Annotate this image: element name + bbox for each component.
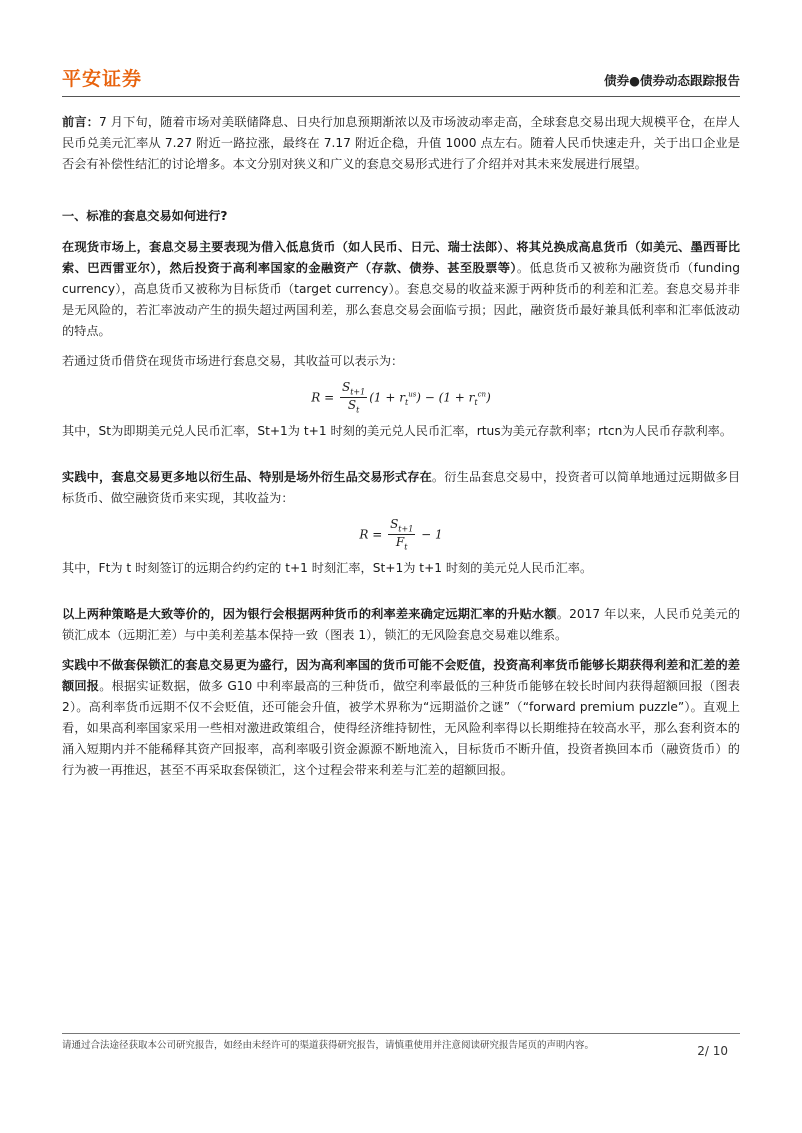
derivative-return-formula: R = $\frac{S_{t+1}}{F_t}$ − 1 xyxy=(359,516,443,552)
spot-market-key-point: 在现货市场上，套息交易主要表现为借入低息货币（如人民币、日元、瑞士法郎）、将其兑换成高息货币（如美元、墨西哥比索、巴西雷亚尔），然后投资于高利率国家的金融资产（存款、债券、甚至股票等） xyxy=(62,240,740,275)
company-logo: 平安证券 xyxy=(62,68,143,90)
preface-label: 前言： xyxy=(62,115,100,129)
unhedged-carry-key-point: 实践中不做套保锁汇的套息交易更为盛行，因为高利率国的货币可能不会贬值，投资高利率货币能够长期获得利差和汇差的差额回报 xyxy=(62,657,740,693)
spot-formula-explanation: 其中，St为即期美元兑人民币汇率，St+1为 t+1 时刻的美元兑人民币汇率，rtus为美元存款利率；rtcn为人民币存款利率。 xyxy=(62,423,733,438)
footer-divider xyxy=(62,1033,740,1034)
equivalence-text: 。2017 年以来，人民币兑美元的锁汇成本（远期汇差）与中美利差基本保持一致（图表 1），锁汇的无风险套息交易难以维系。 xyxy=(62,606,741,642)
derivative-formula-explanation: 其中，Ft为 t 时刻签订的远期合约约定的 t+1 时刻汇率，St+1为 t+1 时刻的美元兑人民币汇率。 xyxy=(62,560,593,575)
report-body xyxy=(62,112,740,790)
derivative-key-point: 实践中，套息交易更多地以衍生品、特别是场外衍生品交易形式存在 xyxy=(62,469,432,484)
report-category-title: 债券●债券动态跟踪报告 xyxy=(604,73,740,88)
page-number: 2/ 10 xyxy=(697,1044,728,1058)
equivalence-key-point: 以上两种策略是大致等价的，因为银行会根据两种货币的利率差来确定远期汇率的升贴水额 xyxy=(62,606,557,621)
derivative-text: 。衍生品套息交易中，投资者可以简单地通过远期做多目标货币、做空融资货币来实现，其收益为： xyxy=(62,469,741,505)
spot-market-text: 。低息货币又被称为融资货币（funding currency），高息货币又被称为目标货币（target currency）。套息交易的收益来源于两种货币的利差和汇差。套息交易并非是无风险的，若汇率波动产生的损失超过两国利差，那么套息交易会面临亏损；因此，融资货币最好兼具低利率和汇率低波动的特点。 xyxy=(62,261,740,338)
footer-disclaimer: 请通过合法途径获取本公司研究报告，如经由未经许可的渠道获得研究报告，请慎重使用并注意阅读研究报告尾页的声明内容。 xyxy=(62,1040,595,1051)
section-heading: 一、标准的套息交易如何进行? xyxy=(62,209,228,223)
spot-return-formula: R = $\frac{S_{t+1}}{S_t}$ $(1 + r_t^{us}) - (1 + r_t^{cn})$ xyxy=(311,380,491,415)
derivative-paragraph xyxy=(62,467,740,509)
spot-return-intro: 若通过货币借贷在现货市场进行套息交易，其收益可以表示为： xyxy=(62,354,404,368)
preface-text: 7 月下旬，随着市场对美联储降息、日央行加息预期渐浓以及市场波动率走高，全球套息交易出现大规模平仓，在岸人民币兑美元汇率从 7.27 附近一路拉涨，最终在 7.17 附近企稳，升值 1000 点左右。随着人民币快速走升，关于出口企业是否会有补偿性结汇的讨论增多。本文分别对狭义和广义的套息交易形式进行了介绍并对其未来发展进行展望。 xyxy=(62,115,740,171)
unhedged-carry-text: 。根据实证数据，做多 G10 中利率最高的三种货币，做空利率最低的三种货币能够在较长时间内获得超额回报（图表 2）。高利率货币远期不仅不会贬值，还可能会升值，被学术界称为“远期溢价之谜”（“forward premium puzzle”）。直观上看，如果高利率国家采用一些相对激进政策组合，使得经济维持韧性，无风险利率得以长期维持在较高水平，那么套利资本的涌入短期内并不能稀释其资产回报率，高利率吸引资金源源不断地流入，目标货币不断升值，投资者换回本币（融资货币）的行为被一再推迟，甚至不再采取套保锁汇，这个过程会带来利差与汇差的超额回报。 xyxy=(62,678,740,777)
spot-market-paragraph xyxy=(62,237,740,342)
preface-paragraph xyxy=(62,112,740,175)
header-divider xyxy=(62,96,740,97)
equivalence-paragraph xyxy=(62,604,740,646)
unhedged-carry-paragraph xyxy=(62,655,740,781)
page-header xyxy=(62,62,740,96)
